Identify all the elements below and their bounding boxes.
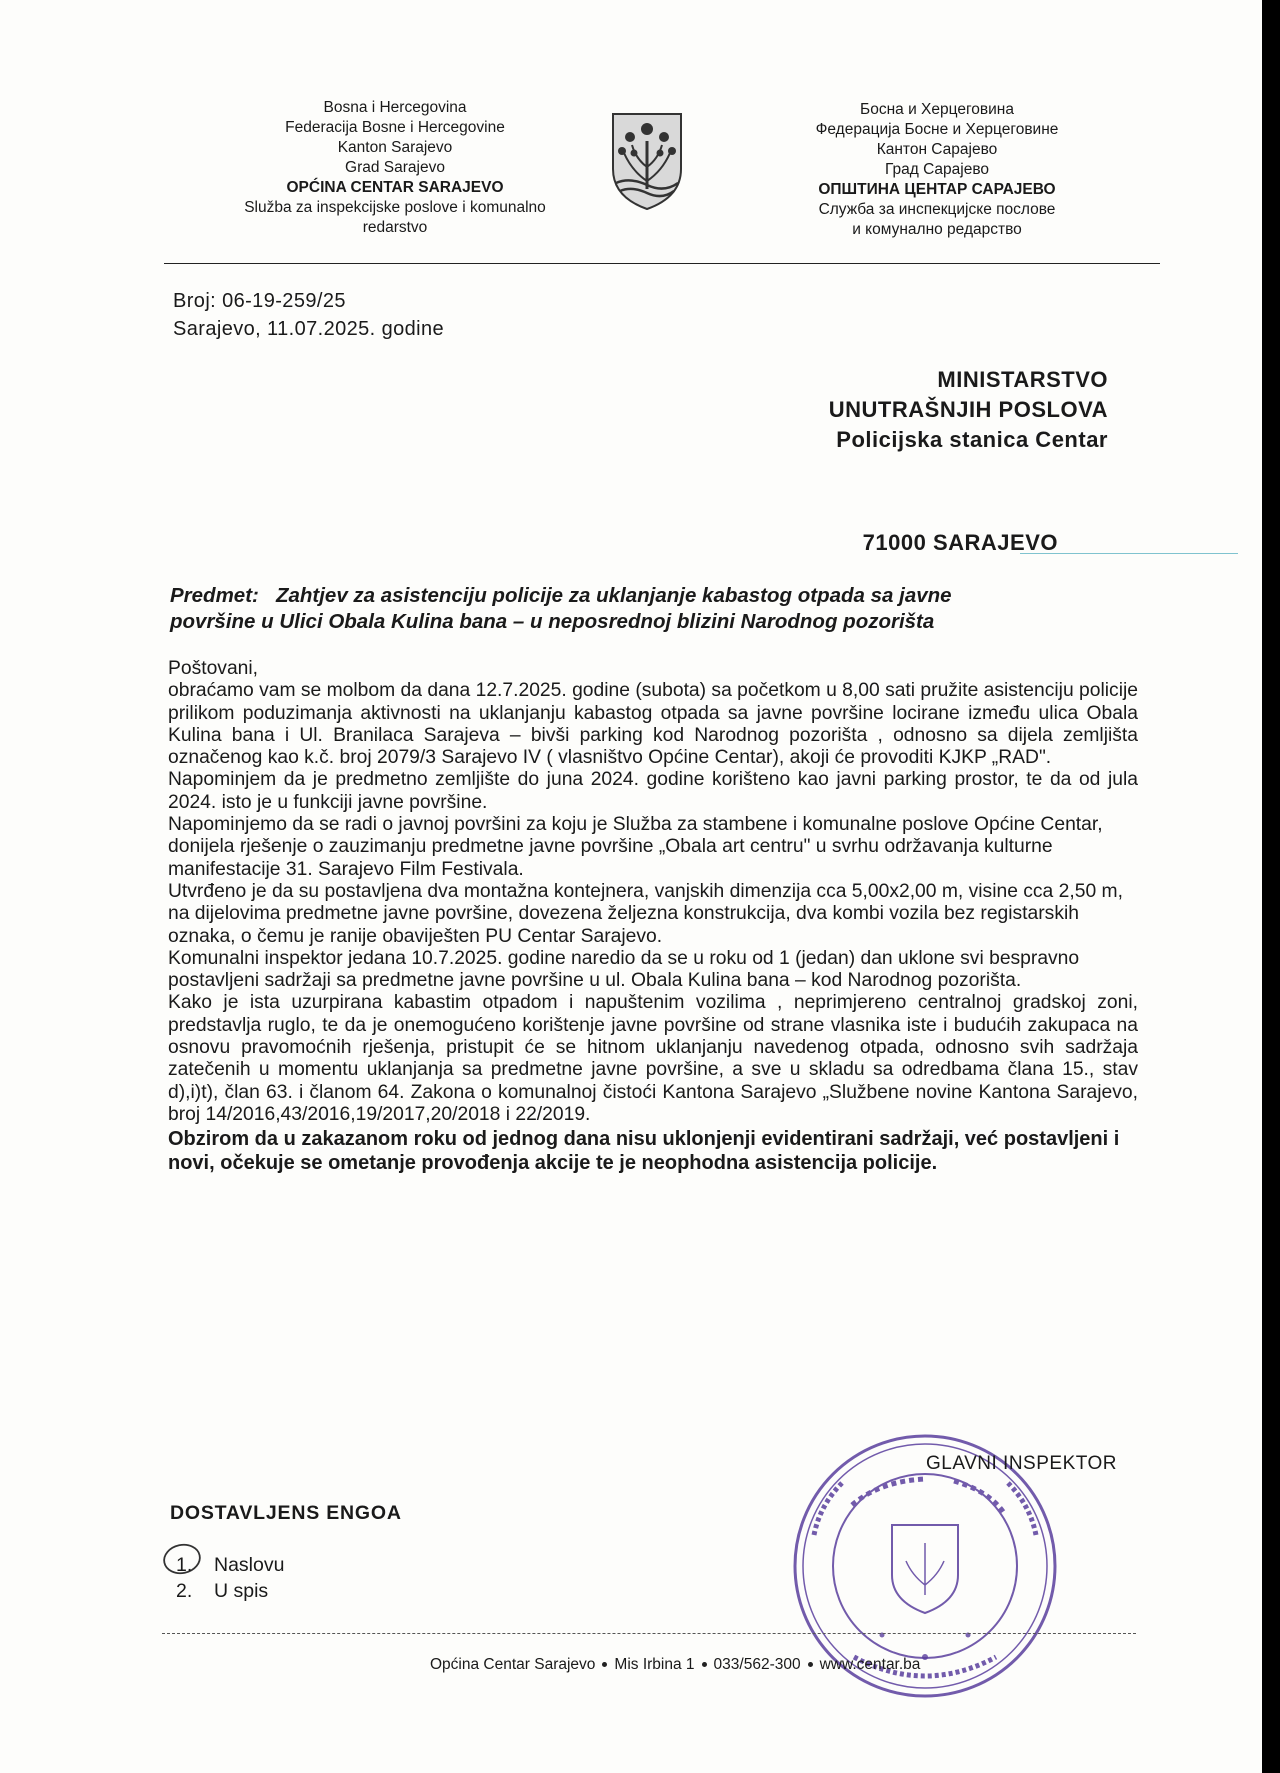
footer-divider xyxy=(162,1633,1136,1634)
paragraph-6: Kako je ista uzurpirana kabastim otpadom i napuštenim vozilima , neprimjereno centralnoj gradskoj zoni, predstavlja ruglo, te da je onemogućeno korištenje javne površine od strane vlasnika iste i budućih zakupaca na osnovu pravomoćnih rješenja, pristupit će se hitnom uklanjanju navedenog otpada, odnosno svih sadržaja zatečenih u momentu uklanjanja sa predmetne javne površine, a sve u skladu sa odredbama člana 15., stav d),i)t), član 63. i članom 64. Zakona o komunalnoj čistoći Kantona Sarajevo „Službene novine Kantona Sarajevo, broj 14/2016,43/2016,19/2017,20/2018 i 22/2019. xyxy=(168,992,1138,1125)
paragraph-5: Komunalni inspektor jedana 10.7.2025. godine naredio da se u roku od 1 (jedan) dan uklone svi bespravno postavljeni sadržaji sa predmetne javne površine u ul. Obala Kulina bana – kod Narodnog pozorišta. xyxy=(168,947,1080,992)
header-canton: Kanton Sarajevo xyxy=(337,139,453,156)
header-divider xyxy=(164,263,1160,264)
header-federation: Federacija Bosne i Hercegovine xyxy=(285,119,505,136)
header-service-cont: redarstvo xyxy=(362,219,428,236)
coat-of-arms-icon xyxy=(610,111,684,211)
footer-phone: 033/562-300 xyxy=(713,1656,801,1673)
subject-text: Zahtjev za asistenciju policije za uklanjanje kabastog otpada sa javne xyxy=(275,584,952,607)
header-municipality-cyr: ОПШТИНА ЦЕНТАР САРАЈЕВО xyxy=(818,181,1056,198)
paragraph-3: Napominjemo da se radi o javnoj površini za koju je Služba za stambene i komunalne poslove Općine Centar, donijela rješenje o zauzimanju predmetne javne površine „Obala art centru" u svrhu održavanja kulturne manifestacije 31. Sarajevo Film Festivala. xyxy=(168,814,1103,880)
document-meta xyxy=(173,287,444,343)
delivery-title: DOSTAVLJENS ENGOA xyxy=(170,1502,402,1524)
document-date: Sarajevo, 11.07.2025. godine xyxy=(173,318,445,340)
paragraph-7: Obzirom da u zakazanom roku od jednog dana nisu uklonjenji evidentirani sadržaji, već postavljeni i novi, očekuje se ometanje provođenja akcije te je neophodna asistencija policije. xyxy=(168,1128,1120,1175)
header-country-cyr: Босна и Херцеговина xyxy=(860,101,1014,118)
list-item-number: 2. xyxy=(176,1580,193,1602)
recipient-city: 71000 SARAJEVO xyxy=(862,530,1058,555)
recipient-block xyxy=(750,365,1108,455)
recipient-line3: Policijska stanica Centar xyxy=(836,427,1108,452)
document-number: Broj: 06-19-259/25 xyxy=(173,290,346,312)
header-city: Grad Sarajevo xyxy=(345,159,445,176)
recipient-line2: UNUTRAŠNJIH POSLOVA xyxy=(828,397,1108,422)
header-country: Bosna i Hercegovina xyxy=(323,99,467,116)
paragraph-2: Napominjem da je predmetno zemljište do juna 2024. godine korišteno kao javni parking prostor, te da od jula 2024. isto je u funkciji javne površine. xyxy=(168,769,1138,813)
paragraph-1: obraćamo vam se molbom da dana 12.7.2025. godine (subota) sa početkom u 8,00 sati pružite asistenciju policije prilikom poduzimanja aktivnosti na uklanjanju kabastog otpada sa javne površine locirane između ulica Obala Kulina bana i Ul. Branilaca Sarajeva – bivši parking kod Narodnog pozorišta , odnosno sa dijela zemljišta označenog kao k.č. broj 2079/3 Sarajevo IV ( vlasništvo Općine Centar), akoji će provoditi KJKP „RAD". xyxy=(168,680,1138,769)
footer-address: Mis Irbina 1 xyxy=(614,1656,695,1673)
greeting: Poštovani, xyxy=(168,658,259,679)
header-latin xyxy=(200,98,590,238)
header-federation-cyr: Федерација Босне и Херцеговине xyxy=(815,121,1059,138)
header-canton-cyr: Кантон Сарајево xyxy=(876,141,998,158)
paragraph-4: Utvrđeno je da su postavljena dva montažna kontejnera, vanjskih dimenzija cca 5,00x2,00 m, visine cca 2,50 m, na dijelovima predmetne javne površine, dovezena željezna konstrukcija, dva kombi vozila bez registarskih oznaka, o čemu je ranije obaviješten PU Centar Sarajevo. xyxy=(168,880,1123,947)
header-municipality: OPĆINA CENTAR SARAJEVO xyxy=(286,179,504,196)
letter-body xyxy=(168,658,1138,1175)
header-cyrillic xyxy=(772,100,1102,240)
list-item xyxy=(176,1578,284,1604)
pen-mark xyxy=(1020,553,1238,554)
subject-line1 xyxy=(170,583,1130,609)
delivery-list xyxy=(176,1552,284,1604)
list-item-label: U spis xyxy=(214,1580,269,1602)
bullet-icon xyxy=(702,1662,707,1667)
header-service: Služba za inspekcijske poslove i komunalno xyxy=(244,199,546,216)
recipient-line1: MINISTARSTVO xyxy=(937,367,1108,392)
subject-line2: površine u Ulici Obala Kulina bana – u neposrednoj blizini Narodnog pozorišta xyxy=(170,610,935,633)
subject xyxy=(170,583,1130,635)
footer-org: Općina Centar Sarajevo xyxy=(430,1656,596,1673)
list-item xyxy=(176,1552,284,1578)
header-service-cyr: Служба за инспекцијске послове xyxy=(818,201,1056,218)
list-item-number: 1. xyxy=(176,1554,193,1576)
subject-label: Predmet: xyxy=(170,584,259,607)
bullet-icon xyxy=(808,1662,813,1667)
header-city-cyr: Град Сарајево xyxy=(884,161,990,178)
header-service-cyr-cont: и комунално редарство xyxy=(852,221,1022,238)
footer-web: www.centar.ba xyxy=(819,1656,921,1673)
bullet-icon xyxy=(602,1662,607,1667)
list-item-label: Naslovu xyxy=(214,1554,285,1576)
footer xyxy=(430,1656,920,1674)
signatory-title: GLAVNI INSPEKTOR xyxy=(926,1453,1118,1474)
